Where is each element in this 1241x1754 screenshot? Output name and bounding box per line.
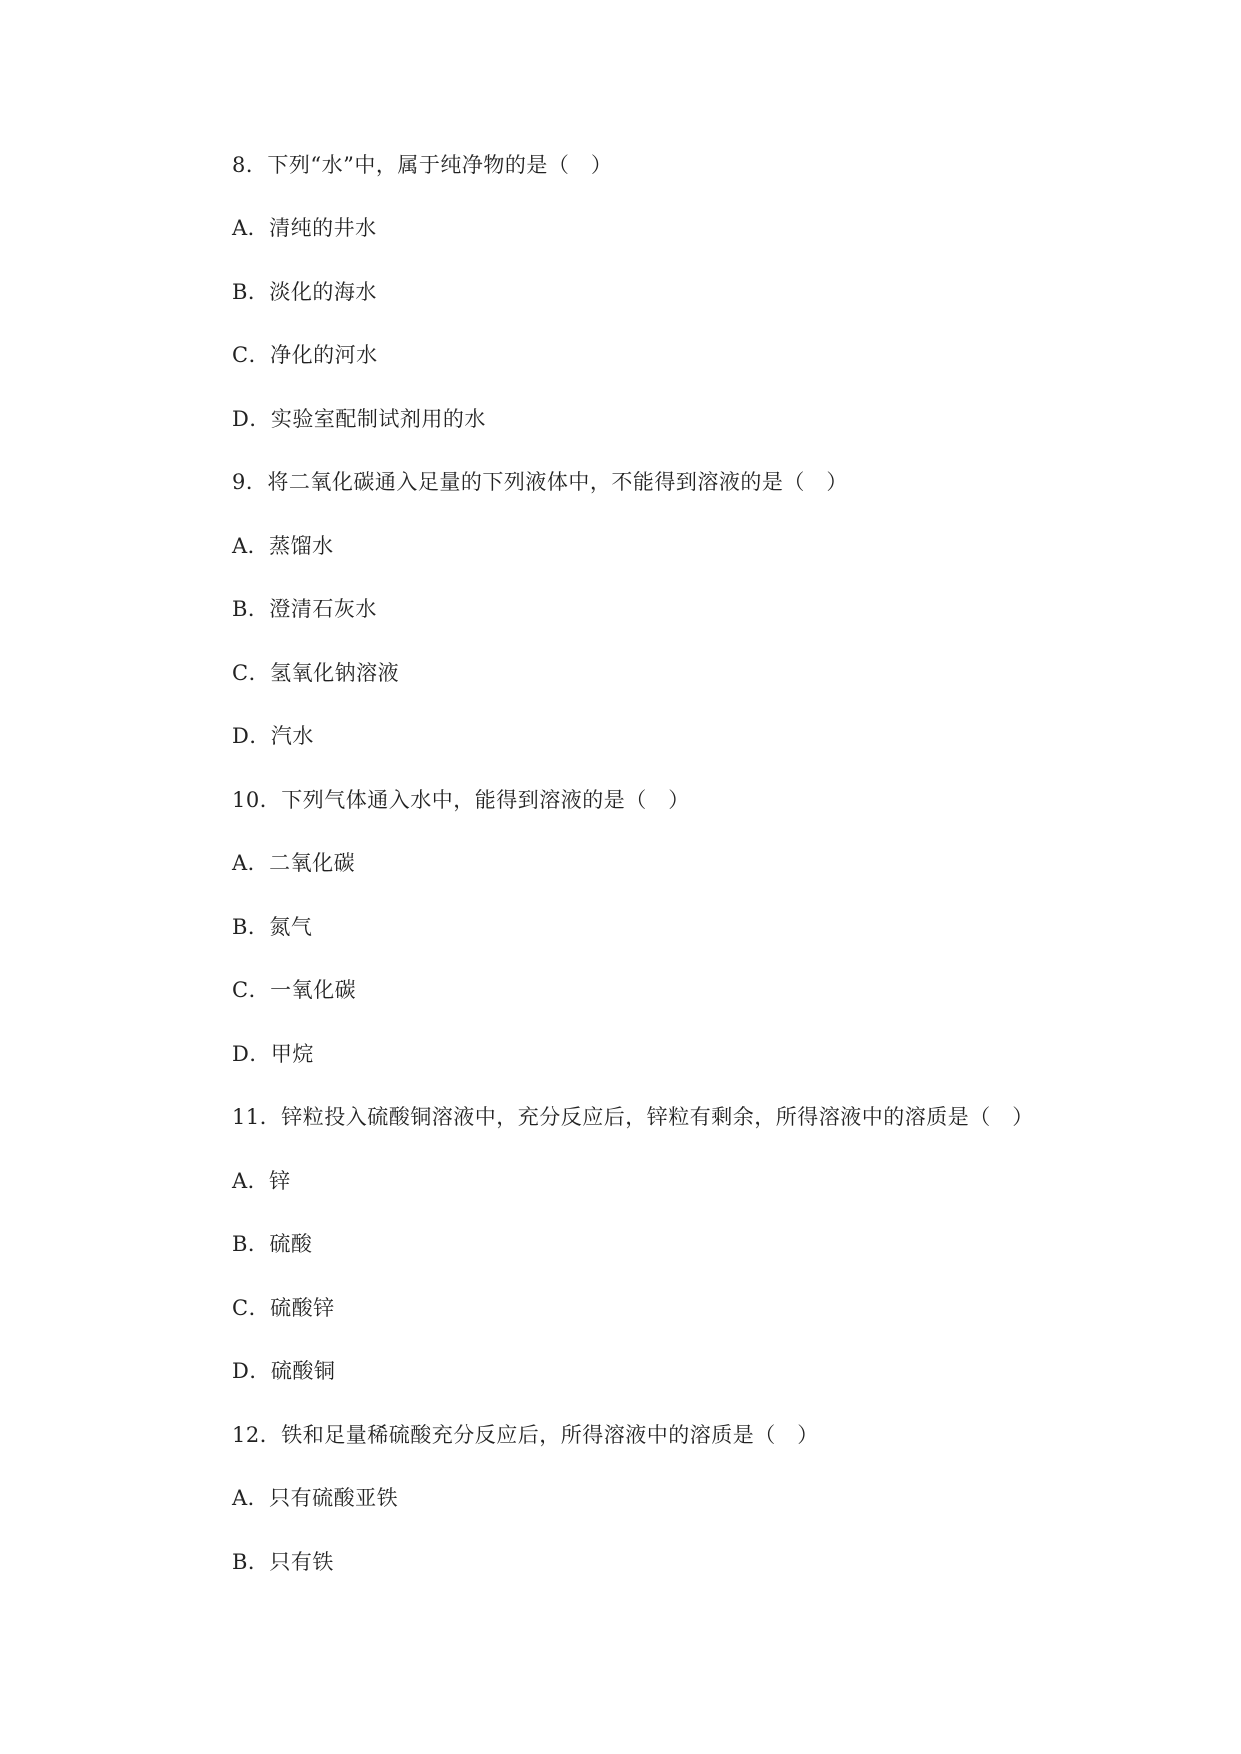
question-9: 9．将二氧化碳通入足量的下列液体中，不能得到溶液的是（ ） bbox=[232, 470, 848, 494]
question-8-option-b: B．淡化的海水 bbox=[232, 280, 377, 304]
question-12: 12．铁和足量稀硫酸充分反应后，所得溶液中的溶质是（ ） bbox=[232, 1423, 819, 1447]
question-10-option-c: C．一氧化碳 bbox=[232, 978, 357, 1002]
question-8-option-c: C．净化的河水 bbox=[232, 343, 378, 367]
question-9-option-a: A．蒸馏水 bbox=[232, 534, 334, 558]
question-11-option-c: C．硫酸锌 bbox=[232, 1296, 335, 1320]
question-11: 11．锌粒投入硫酸铜溶液中，充分反应后，锌粒有剩余，所得溶液中的溶质是（ ） bbox=[232, 1105, 1034, 1129]
question-10-option-d: D．甲烷 bbox=[232, 1042, 314, 1066]
question-11-option-d: D．硫酸铜 bbox=[232, 1359, 336, 1383]
question-9-option-b: B．澄清石灰水 bbox=[232, 597, 377, 621]
question-10: 10．下列气体通入水中，能得到溶液的是（ ） bbox=[232, 788, 690, 812]
question-12-option-a: A．只有硫酸亚铁 bbox=[232, 1486, 399, 1510]
question-10-option-b: B．氮气 bbox=[232, 915, 313, 939]
question-11-option-b: B．硫酸 bbox=[232, 1232, 313, 1256]
question-12-option-b: B．只有铁 bbox=[232, 1550, 334, 1574]
question-10-option-a: A．二氧化碳 bbox=[232, 851, 356, 875]
question-9-option-c: C．氢氧化钠溶液 bbox=[232, 661, 400, 685]
question-8-option-a: A．清纯的井水 bbox=[232, 216, 377, 240]
question-9-option-d: D．汽水 bbox=[232, 724, 314, 748]
question-8: 8．下列“水”中，属于纯净物的是（ ） bbox=[232, 153, 613, 177]
question-8-option-d: D．实验室配制试剂用的水 bbox=[232, 407, 486, 431]
question-11-option-a: A．锌 bbox=[232, 1169, 291, 1193]
